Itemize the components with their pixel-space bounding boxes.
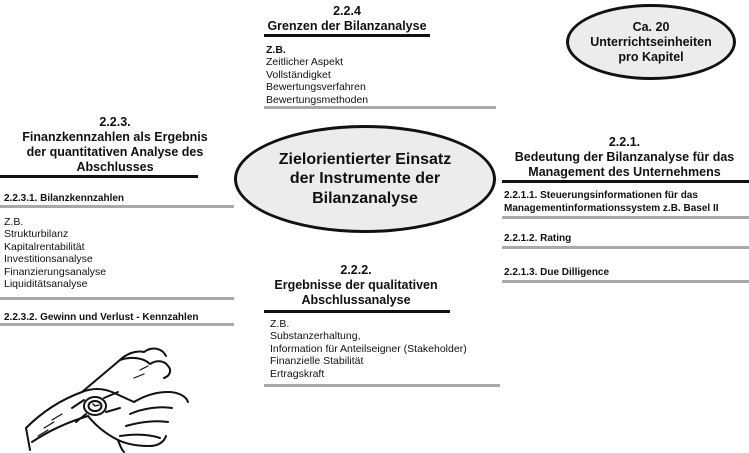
list-item: Ertragskraft	[270, 367, 325, 380]
list-item: Bewertungsmethoden	[266, 93, 369, 106]
list-item: Finanzierungsanalyse	[4, 265, 107, 278]
list-item: Bewertungsverfahren	[266, 81, 366, 94]
central-topic-line2: der Instrumente der	[289, 170, 441, 188]
units-badge	[566, 4, 736, 80]
section-222-heading	[258, 263, 454, 308]
section-224-title: Grenzen der Bilanzanalyse	[267, 19, 427, 33]
list-item: Kapitalrentabilität	[4, 240, 85, 253]
units-badge-line3: pro Kapitel	[618, 49, 684, 64]
list-item: Finanzielle Stabilität	[270, 355, 364, 368]
section-2212-heading: 2.2.1.2. Rating	[504, 233, 572, 244]
section-2231-rule	[0, 205, 234, 208]
section-224-end-rule	[264, 106, 496, 109]
list-item: Z.B.	[4, 216, 24, 228]
section-221-title-line1: Bedeutung der Bilanzanalyse für das	[514, 150, 735, 164]
section-223-title-line3: Abschlusses	[76, 160, 154, 174]
section-222-title-line1: Ergebnisse der qualitativen	[274, 278, 438, 292]
section-2231-heading: 2.2.3.1. Bilanzkennzahlen	[4, 193, 125, 204]
list-item: Z.B.	[270, 318, 290, 330]
central-topic-line3: Bilanzanalyse	[312, 189, 418, 207]
section-224-number: 2.2.4	[333, 4, 361, 18]
list-item: Substanzerhaltung,	[270, 330, 361, 343]
section-2211-rule	[502, 216, 749, 219]
section-224-rule	[264, 34, 430, 37]
section-2231-list	[4, 216, 224, 290]
list-item: Zeitlicher Aspekt	[266, 56, 344, 69]
section-222-end-rule	[264, 384, 500, 387]
list-item: Strukturbilanz	[4, 228, 69, 241]
section-222-title-line2: Abschlussanalyse	[301, 293, 411, 307]
section-2212-rule	[502, 246, 749, 249]
section-222-number: 2.2.2.	[340, 263, 372, 277]
section-223-number: 2.2.3.	[99, 115, 131, 129]
section-223-title-line2: der quantitativen Analyse des	[26, 145, 204, 159]
section-221-heading	[500, 135, 749, 180]
units-badge-line2: Unterrichtseinheiten	[590, 34, 712, 49]
wristwatch-hand-illustration	[22, 330, 192, 453]
section-223-title-line1: Finanzkennzahlen als Ergebnis	[22, 130, 208, 144]
units-badge-line1: Ca. 20	[632, 19, 670, 34]
list-item: Investitionsanalyse	[4, 253, 93, 266]
section-2232-heading: 2.2.3.2. Gewinn und Verlust - Kennzahlen	[4, 312, 199, 323]
section-2213-heading: 2.2.1.3. Due Dilligence	[504, 267, 610, 278]
section-2232-rule	[0, 323, 234, 326]
central-topic-line1: Zielorientierter Einsatz	[278, 150, 452, 168]
section-221-number: 2.2.1.	[608, 135, 641, 149]
section-2211-heading	[504, 189, 749, 215]
section-224-heading	[252, 4, 442, 34]
section-223-rule	[0, 175, 198, 178]
list-item: Information für Anteilseigner (Stakeholder)	[270, 342, 467, 355]
section-223-heading	[0, 115, 230, 175]
section-224-intro: Z.B.	[266, 44, 286, 56]
central-topic-oval	[234, 125, 496, 233]
section-2213-rule	[502, 280, 749, 283]
section-221-rule	[502, 180, 749, 183]
section-221-title-line2: Management des Unternehmens	[528, 165, 721, 179]
section-222-rule	[264, 310, 450, 313]
list-item: Vollständigket	[266, 68, 331, 81]
section-222-list	[270, 318, 504, 380]
section-2231-end-rule	[0, 297, 234, 300]
section-2211-line1: 2.2.1.1. Steuerungsinformationen für das	[504, 190, 698, 201]
section-224-list	[266, 44, 496, 106]
section-2211-line2: Managementinformationssystem z.B. Basel II	[504, 203, 719, 214]
list-item: Liquiditätsanalyse	[4, 278, 88, 291]
